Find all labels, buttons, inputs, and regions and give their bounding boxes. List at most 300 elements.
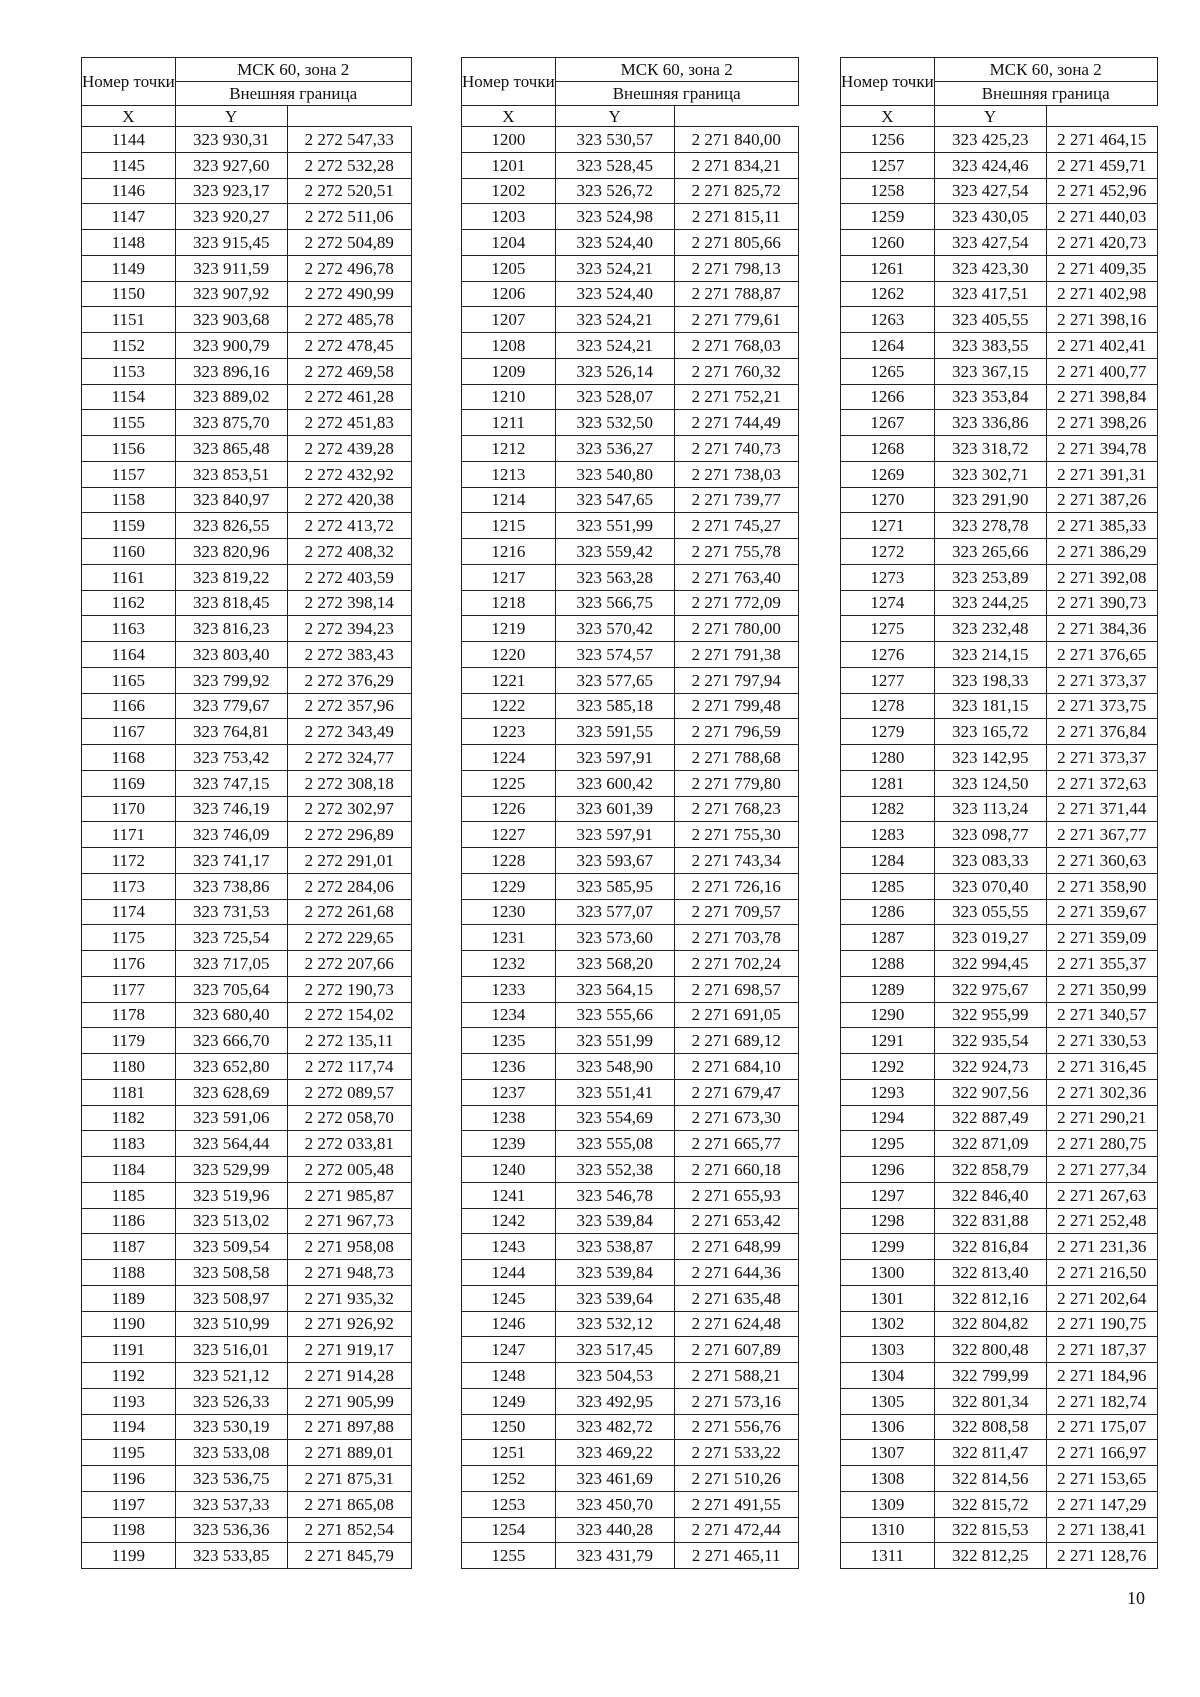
point-number-cell: 1189 — [82, 1285, 176, 1311]
point-number-cell: 1218 — [462, 590, 556, 616]
y-coordinate-cell: 2 272 451,83 — [287, 410, 411, 436]
point-number-cell: 1246 — [462, 1311, 556, 1337]
y-coordinate-cell: 2 272 511,06 — [287, 204, 411, 230]
y-coordinate-cell: 2 271 779,61 — [674, 307, 798, 333]
x-coordinate-cell: 323 427,54 — [934, 230, 1046, 256]
y-coordinate-cell: 2 272 190,73 — [287, 976, 411, 1002]
x-coordinate-cell: 323 214,15 — [934, 642, 1046, 668]
point-number-cell: 1198 — [82, 1517, 176, 1543]
x-coordinate-cell: 323 923,17 — [175, 178, 287, 204]
x-coordinate-cell: 322 924,73 — [934, 1054, 1046, 1080]
y-coordinate-cell: 2 271 660,18 — [674, 1157, 798, 1183]
table-row — [462, 1234, 799, 1260]
x-coordinate-cell: 323 524,21 — [555, 333, 674, 359]
y-coordinate-cell: 2 271 679,47 — [674, 1079, 798, 1105]
table-row — [462, 925, 799, 951]
x-coordinate-cell: 323 336,86 — [934, 410, 1046, 436]
point-number-cell: 1280 — [841, 745, 935, 771]
y-coordinate-cell: 2 271 673,30 — [674, 1105, 798, 1131]
y-coordinate-cell: 2 271 373,37 — [1046, 667, 1157, 693]
point-number-cell: 1242 — [462, 1208, 556, 1234]
y-coordinate-cell: 2 271 330,53 — [1046, 1028, 1157, 1054]
table-row — [841, 1517, 1158, 1543]
x-coordinate-cell: 323 124,50 — [934, 770, 1046, 796]
y-coordinate-cell: 2 271 252,48 — [1046, 1208, 1157, 1234]
x-coordinate-cell: 323 524,40 — [555, 281, 674, 307]
point-number-cell: 1310 — [841, 1517, 935, 1543]
point-number-cell: 1233 — [462, 976, 556, 1002]
x-coordinate-cell: 323 083,33 — [934, 848, 1046, 874]
table-row — [82, 1260, 412, 1286]
point-number-cell: 1250 — [462, 1414, 556, 1440]
point-number-cell: 1190 — [82, 1311, 176, 1337]
x-coordinate-cell: 323 509,54 — [175, 1234, 287, 1260]
y-coordinate-cell: 2 271 967,73 — [287, 1208, 411, 1234]
table-row — [841, 590, 1158, 616]
table-row — [462, 1543, 799, 1569]
point-number-cell: 1166 — [82, 693, 176, 719]
y-coordinate-cell: 2 271 359,09 — [1046, 925, 1157, 951]
table-row — [841, 1491, 1158, 1517]
table-row — [462, 719, 799, 745]
point-number-cell: 1249 — [462, 1388, 556, 1414]
x-coordinate-cell: 323 577,07 — [555, 899, 674, 925]
table-row — [462, 848, 799, 874]
y-coordinate-cell: 2 271 472,44 — [674, 1517, 798, 1543]
table-row — [841, 873, 1158, 899]
point-number-cell: 1295 — [841, 1131, 935, 1157]
x-coordinate-cell: 323 799,92 — [175, 667, 287, 693]
point-number-cell: 1216 — [462, 539, 556, 565]
y-coordinate-cell: 2 271 726,16 — [674, 873, 798, 899]
table-row — [82, 899, 412, 925]
point-number-cell: 1203 — [462, 204, 556, 230]
point-number-cell: 1162 — [82, 590, 176, 616]
x-coordinate-cell: 323 532,50 — [555, 410, 674, 436]
point-number-cell: 1305 — [841, 1388, 935, 1414]
point-number-cell: 1172 — [82, 848, 176, 874]
y-coordinate-cell: 2 271 350,99 — [1046, 976, 1157, 1002]
point-number-cell: 1230 — [462, 899, 556, 925]
x-coordinate-cell: 323 546,78 — [555, 1182, 674, 1208]
x-coordinate-cell: 323 425,23 — [934, 127, 1046, 153]
y-coordinate-cell: 2 271 166,97 — [1046, 1440, 1157, 1466]
table-row — [841, 951, 1158, 977]
point-number-cell: 1192 — [82, 1363, 176, 1389]
table-row — [841, 281, 1158, 307]
point-number-cell: 1175 — [82, 925, 176, 951]
y-coordinate-cell: 2 271 367,77 — [1046, 822, 1157, 848]
y-coordinate-cell: 2 271 780,00 — [674, 616, 798, 642]
y-coordinate-cell: 2 271 914,28 — [287, 1363, 411, 1389]
y-coordinate-cell: 2 271 302,36 — [1046, 1079, 1157, 1105]
point-number-cell: 1199 — [82, 1543, 176, 1569]
table-row — [841, 1028, 1158, 1054]
x-coordinate-cell: 323 424,46 — [934, 152, 1046, 178]
point-number-cell: 1248 — [462, 1363, 556, 1389]
point-number-cell: 1278 — [841, 693, 935, 719]
y-coordinate-cell: 2 271 491,55 — [674, 1491, 798, 1517]
y-coordinate-cell: 2 271 760,32 — [674, 358, 798, 384]
y-coordinate-cell: 2 271 788,68 — [674, 745, 798, 771]
y-coordinate-cell: 2 272 504,89 — [287, 230, 411, 256]
x-coordinate-cell: 323 539,84 — [555, 1260, 674, 1286]
x-coordinate-cell: 323 533,08 — [175, 1440, 287, 1466]
coordinates-table-1 — [81, 57, 412, 1569]
x-coordinate-cell: 323 528,07 — [555, 384, 674, 410]
table-row — [841, 564, 1158, 590]
point-number-cell: 1212 — [462, 436, 556, 462]
y-coordinate-cell: 2 271 376,84 — [1046, 719, 1157, 745]
y-coordinate-cell: 2 271 231,36 — [1046, 1234, 1157, 1260]
point-number-cell: 1255 — [462, 1543, 556, 1569]
table-row — [841, 848, 1158, 874]
table-row — [462, 358, 799, 384]
x-coordinate-cell: 323 405,55 — [934, 307, 1046, 333]
y-coordinate-cell: 2 271 768,03 — [674, 333, 798, 359]
table-row — [841, 255, 1158, 281]
table-row — [82, 152, 412, 178]
x-coordinate-cell: 323 717,05 — [175, 951, 287, 977]
table-row — [462, 667, 799, 693]
point-number-cell: 1173 — [82, 873, 176, 899]
y-coordinate-cell: 2 271 409,35 — [1046, 255, 1157, 281]
y-coordinate-cell: 2 271 755,78 — [674, 539, 798, 565]
point-number-cell: 1309 — [841, 1491, 935, 1517]
x-coordinate-cell: 323 564,15 — [555, 976, 674, 1002]
x-coordinate-cell: 323 423,30 — [934, 255, 1046, 281]
point-number-cell: 1180 — [82, 1054, 176, 1080]
x-coordinate-cell: 323 927,60 — [175, 152, 287, 178]
point-number-cell: 1301 — [841, 1285, 935, 1311]
x-coordinate-cell: 323 570,42 — [555, 616, 674, 642]
y-coordinate-cell: 2 272 408,32 — [287, 539, 411, 565]
point-number-cell: 1214 — [462, 487, 556, 513]
x-coordinate-cell: 323 747,15 — [175, 770, 287, 796]
point-number-cell: 1279 — [841, 719, 935, 745]
table-row — [462, 333, 799, 359]
table-row — [841, 461, 1158, 487]
point-number-cell: 1288 — [841, 951, 935, 977]
x-coordinate-cell: 323 903,68 — [175, 307, 287, 333]
point-number-cell: 1178 — [82, 1002, 176, 1028]
table-row — [462, 1182, 799, 1208]
x-coordinate-cell: 323 461,69 — [555, 1466, 674, 1492]
point-number-cell: 1209 — [462, 358, 556, 384]
x-coordinate-cell: 323 427,54 — [934, 178, 1046, 204]
y-coordinate-cell: 2 271 763,40 — [674, 564, 798, 590]
table-row — [841, 410, 1158, 436]
x-coordinate-cell: 323 738,86 — [175, 873, 287, 899]
table-row — [841, 127, 1158, 153]
table-row — [82, 1311, 412, 1337]
table-row — [462, 642, 799, 668]
table-row — [82, 436, 412, 462]
x-coordinate-cell: 322 846,40 — [934, 1182, 1046, 1208]
y-coordinate-cell: 2 271 889,01 — [287, 1440, 411, 1466]
x-coordinate-cell: 323 367,15 — [934, 358, 1046, 384]
y-coordinate-cell: 2 271 358,90 — [1046, 873, 1157, 899]
point-number-cell: 1144 — [82, 127, 176, 153]
point-number-header: Номер точки — [462, 58, 556, 106]
point-number-cell: 1304 — [841, 1363, 935, 1389]
point-number-cell: 1283 — [841, 822, 935, 848]
x-coordinate-cell: 323 113,24 — [934, 796, 1046, 822]
y-coordinate-cell: 2 271 464,15 — [1046, 127, 1157, 153]
table-row — [462, 1337, 799, 1363]
x-coordinate-cell: 323 508,97 — [175, 1285, 287, 1311]
y-coordinate-cell: 2 271 845,79 — [287, 1543, 411, 1569]
table-row — [82, 1363, 412, 1389]
point-number-cell: 1287 — [841, 925, 935, 951]
x-coordinate-cell: 322 801,34 — [934, 1388, 1046, 1414]
table-row — [462, 1028, 799, 1054]
table-row — [82, 667, 412, 693]
y-coordinate-cell: 2 271 290,21 — [1046, 1105, 1157, 1131]
x-coordinate-cell: 323 555,08 — [555, 1131, 674, 1157]
point-number-cell: 1237 — [462, 1079, 556, 1105]
table-row — [841, 1440, 1158, 1466]
x-coordinate-cell: 323 559,42 — [555, 539, 674, 565]
x-coordinate-cell: 323 900,79 — [175, 333, 287, 359]
coordinates-table-2 — [461, 57, 799, 1569]
point-number-cell: 1247 — [462, 1337, 556, 1363]
y-coordinate-cell: 2 271 376,65 — [1046, 642, 1157, 668]
y-coordinate-cell: 2 271 359,67 — [1046, 899, 1157, 925]
x-coordinate-cell: 323 533,85 — [175, 1543, 287, 1569]
table-row — [82, 564, 412, 590]
x-coordinate-cell: 323 865,48 — [175, 436, 287, 462]
table-row — [82, 1517, 412, 1543]
y-coordinate-cell: 2 272 532,28 — [287, 152, 411, 178]
x-coordinate-cell: 323 896,16 — [175, 358, 287, 384]
x-coordinate-cell: 323 591,55 — [555, 719, 674, 745]
point-number-cell: 1176 — [82, 951, 176, 977]
y-coordinate-cell: 2 271 958,08 — [287, 1234, 411, 1260]
y-coordinate-cell: 2 271 684,10 — [674, 1054, 798, 1080]
y-coordinate-cell: 2 271 805,66 — [674, 230, 798, 256]
table-row — [462, 513, 799, 539]
x-coordinate-cell: 323 530,57 — [555, 127, 674, 153]
point-number-cell: 1228 — [462, 848, 556, 874]
table-row — [82, 539, 412, 565]
x-coordinate-cell: 323 513,02 — [175, 1208, 287, 1234]
y-coordinate-cell: 2 272 291,01 — [287, 848, 411, 874]
point-number-cell: 1215 — [462, 513, 556, 539]
y-coordinate-cell: 2 271 703,78 — [674, 925, 798, 951]
y-coordinate-cell: 2 271 665,77 — [674, 1131, 798, 1157]
x-coordinate-cell: 323 516,01 — [175, 1337, 287, 1363]
x-column-header: X — [82, 106, 176, 127]
x-coordinate-cell: 323 547,65 — [555, 487, 674, 513]
table-row — [462, 1105, 799, 1131]
x-coordinate-cell: 323 529,99 — [175, 1157, 287, 1183]
y-coordinate-cell: 2 271 655,93 — [674, 1182, 798, 1208]
point-number-cell: 1208 — [462, 333, 556, 359]
point-number-cell: 1164 — [82, 642, 176, 668]
table-row — [841, 1543, 1158, 1569]
y-coordinate-cell: 2 271 791,38 — [674, 642, 798, 668]
y-coordinate-cell: 2 271 985,87 — [287, 1182, 411, 1208]
y-coordinate-cell: 2 271 153,65 — [1046, 1466, 1157, 1492]
y-coordinate-cell: 2 271 840,00 — [674, 127, 798, 153]
point-number-cell: 1277 — [841, 667, 935, 693]
point-number-cell: 1177 — [82, 976, 176, 1002]
point-number-cell: 1236 — [462, 1054, 556, 1080]
table-row — [462, 178, 799, 204]
y-coordinate-cell: 2 272 135,11 — [287, 1028, 411, 1054]
y-coordinate-cell: 2 272 520,51 — [287, 178, 411, 204]
point-number-cell: 1251 — [462, 1440, 556, 1466]
x-coordinate-cell: 323 098,77 — [934, 822, 1046, 848]
x-coordinate-cell: 323 680,40 — [175, 1002, 287, 1028]
point-number-cell: 1306 — [841, 1414, 935, 1440]
x-coordinate-cell: 322 935,54 — [934, 1028, 1046, 1054]
y-coordinate-cell: 2 272 089,57 — [287, 1079, 411, 1105]
x-coordinate-cell: 323 526,33 — [175, 1388, 287, 1414]
y-coordinate-cell: 2 271 175,07 — [1046, 1414, 1157, 1440]
table-row — [841, 822, 1158, 848]
x-coordinate-cell: 323 705,64 — [175, 976, 287, 1002]
x-coordinate-cell: 323 554,69 — [555, 1105, 674, 1131]
y-coordinate-cell: 2 271 402,98 — [1046, 281, 1157, 307]
point-number-cell: 1262 — [841, 281, 935, 307]
point-number-cell: 1239 — [462, 1131, 556, 1157]
y-coordinate-cell: 2 271 533,22 — [674, 1440, 798, 1466]
x-coordinate-cell: 323 600,42 — [555, 770, 674, 796]
table-row — [841, 616, 1158, 642]
point-number-cell: 1234 — [462, 1002, 556, 1028]
point-number-cell: 1196 — [82, 1466, 176, 1492]
table-row — [462, 1311, 799, 1337]
table-row — [841, 1414, 1158, 1440]
point-number-cell: 1222 — [462, 693, 556, 719]
x-coordinate-cell: 323 430,05 — [934, 204, 1046, 230]
point-number-cell: 1223 — [462, 719, 556, 745]
point-number-cell: 1289 — [841, 976, 935, 1002]
table-row — [82, 281, 412, 307]
y-coordinate-cell: 2 271 184,96 — [1046, 1363, 1157, 1389]
boundary-header: Внешняя граница — [934, 82, 1157, 106]
y-coordinate-cell: 2 272 058,70 — [287, 1105, 411, 1131]
x-coordinate-cell: 323 551,99 — [555, 1028, 674, 1054]
table-row — [462, 436, 799, 462]
table-row — [82, 127, 412, 153]
table-row — [841, 487, 1158, 513]
y-coordinate-cell: 2 271 745,27 — [674, 513, 798, 539]
y-coordinate-cell: 2 271 738,03 — [674, 461, 798, 487]
y-coordinate-cell: 2 272 284,06 — [287, 873, 411, 899]
x-coordinate-cell: 323 574,57 — [555, 642, 674, 668]
point-number-cell: 1302 — [841, 1311, 935, 1337]
table-row — [82, 951, 412, 977]
y-coordinate-cell: 2 271 398,84 — [1046, 384, 1157, 410]
x-coordinate-cell: 323 840,97 — [175, 487, 287, 513]
x-coordinate-cell: 323 536,36 — [175, 1517, 287, 1543]
table-row — [462, 230, 799, 256]
point-number-cell: 1155 — [82, 410, 176, 436]
y-coordinate-cell: 2 271 779,80 — [674, 770, 798, 796]
x-column-header: X — [462, 106, 556, 127]
point-number-cell: 1293 — [841, 1079, 935, 1105]
x-coordinate-cell: 323 521,12 — [175, 1363, 287, 1389]
point-number-cell: 1157 — [82, 461, 176, 487]
point-number-cell: 1298 — [841, 1208, 935, 1234]
y-coordinate-cell: 2 271 588,21 — [674, 1363, 798, 1389]
point-number-cell: 1229 — [462, 873, 556, 899]
y-coordinate-cell: 2 271 744,49 — [674, 410, 798, 436]
y-coordinate-cell: 2 272 383,43 — [287, 642, 411, 668]
point-number-cell: 1275 — [841, 616, 935, 642]
table-row — [82, 1285, 412, 1311]
table-row — [462, 899, 799, 925]
point-number-cell: 1187 — [82, 1234, 176, 1260]
y-coordinate-cell: 2 272 296,89 — [287, 822, 411, 848]
point-number-cell: 1168 — [82, 745, 176, 771]
table-row — [82, 1414, 412, 1440]
y-coordinate-cell: 2 271 340,57 — [1046, 1002, 1157, 1028]
y-coordinate-cell: 2 272 302,97 — [287, 796, 411, 822]
table-row — [462, 873, 799, 899]
point-number-cell: 1307 — [841, 1440, 935, 1466]
point-number-cell: 1269 — [841, 461, 935, 487]
y-coordinate-cell: 2 271 815,11 — [674, 204, 798, 230]
point-number-cell: 1259 — [841, 204, 935, 230]
table-row — [82, 1234, 412, 1260]
table-row — [82, 1208, 412, 1234]
point-number-cell: 1202 — [462, 178, 556, 204]
x-coordinate-cell: 323 291,90 — [934, 487, 1046, 513]
point-number-cell: 1183 — [82, 1131, 176, 1157]
table-row — [462, 204, 799, 230]
y-coordinate-cell: 2 271 385,33 — [1046, 513, 1157, 539]
x-coordinate-cell: 323 911,59 — [175, 255, 287, 281]
y-coordinate-cell: 2 271 797,94 — [674, 667, 798, 693]
point-number-cell: 1167 — [82, 719, 176, 745]
point-number-cell: 1254 — [462, 1517, 556, 1543]
table-row — [82, 925, 412, 951]
y-coordinate-cell: 2 271 743,34 — [674, 848, 798, 874]
page-number: 10 — [1127, 1588, 1145, 1608]
point-number-cell: 1174 — [82, 899, 176, 925]
point-number-cell: 1243 — [462, 1234, 556, 1260]
x-coordinate-cell: 322 887,49 — [934, 1105, 1046, 1131]
y-coordinate-cell: 2 271 644,36 — [674, 1260, 798, 1286]
x-coordinate-cell: 323 440,28 — [555, 1517, 674, 1543]
x-coordinate-cell: 322 814,56 — [934, 1466, 1046, 1492]
y-coordinate-cell: 2 272 478,45 — [287, 333, 411, 359]
y-coordinate-cell: 2 271 355,37 — [1046, 951, 1157, 977]
x-coordinate-cell: 323 508,58 — [175, 1260, 287, 1286]
point-number-cell: 1147 — [82, 204, 176, 230]
y-column-header: Y — [934, 106, 1046, 127]
y-coordinate-cell: 2 272 420,38 — [287, 487, 411, 513]
x-coordinate-cell: 323 907,92 — [175, 281, 287, 307]
y-coordinate-cell: 2 272 496,78 — [287, 255, 411, 281]
table-row — [82, 719, 412, 745]
x-coordinate-cell: 322 804,82 — [934, 1311, 1046, 1337]
y-coordinate-cell: 2 271 905,99 — [287, 1388, 411, 1414]
x-coordinate-cell: 322 907,56 — [934, 1079, 1046, 1105]
table-row — [462, 1440, 799, 1466]
x-coordinate-cell: 323 055,55 — [934, 899, 1046, 925]
table-row — [462, 951, 799, 977]
point-number-cell: 1185 — [82, 1182, 176, 1208]
table-row — [462, 1388, 799, 1414]
point-number-cell: 1238 — [462, 1105, 556, 1131]
x-coordinate-cell: 323 528,45 — [555, 152, 674, 178]
point-number-cell: 1264 — [841, 333, 935, 359]
